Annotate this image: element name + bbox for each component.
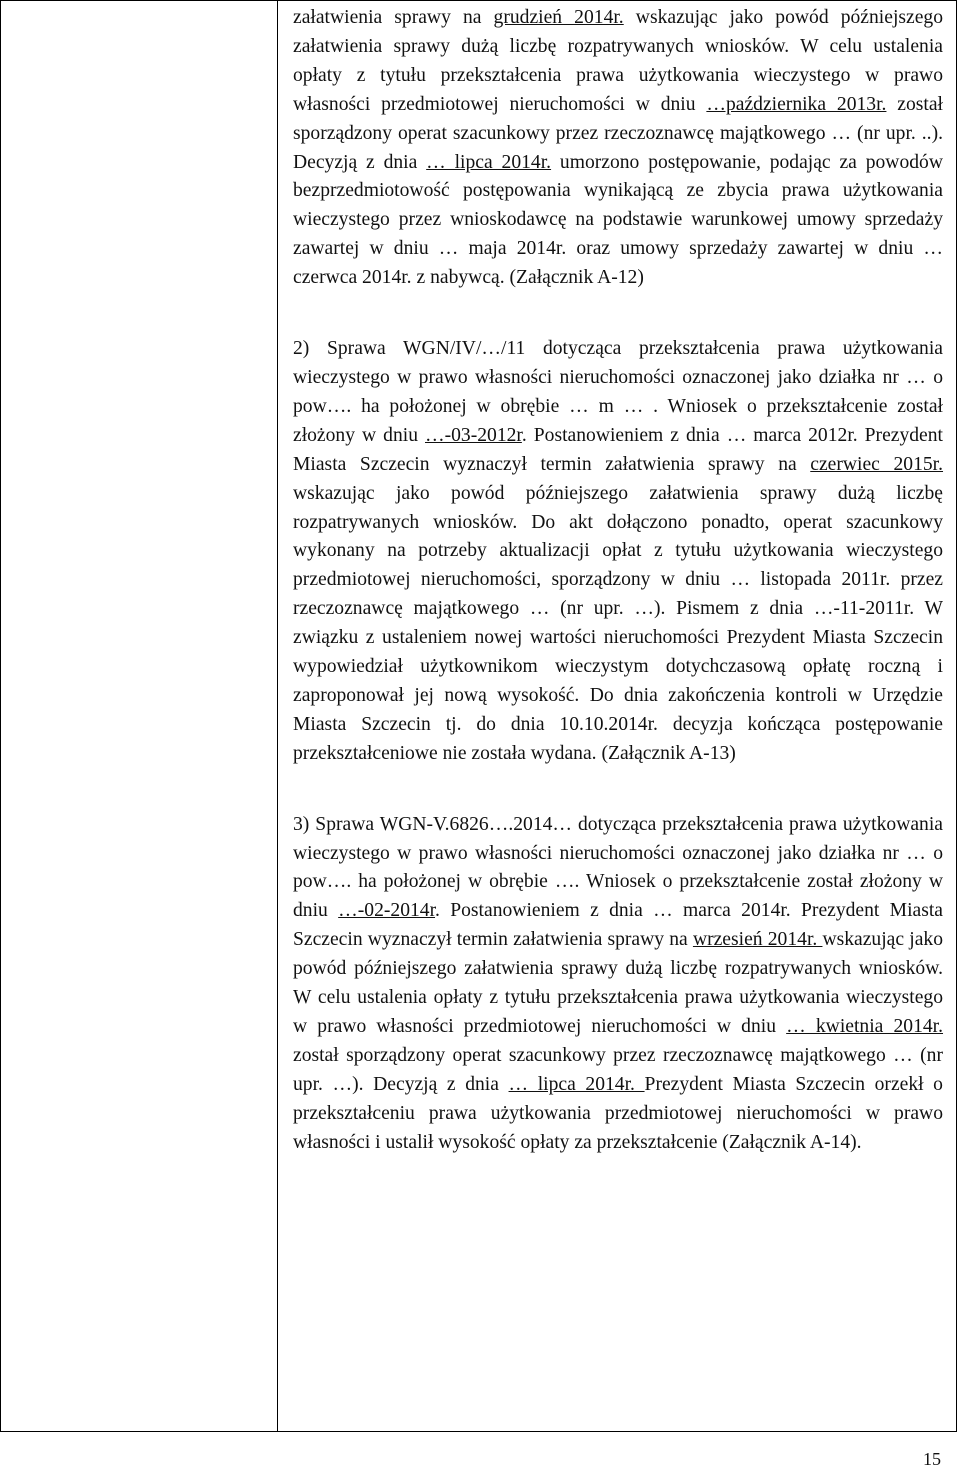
text-run: 2) Sprawa WGN/IV/…/11 dotycząca przekształcenia prawa użytkowania wieczystego w prawo własności nieruchomości oznaczonej jako działka nr … o pow…. ha położonej w obrębie … m … . Wniosek o przekształcenie został złożony w dniu	[293, 338, 943, 446]
paragraph-gap	[293, 769, 943, 811]
paragraph-case-3	[293, 811, 943, 1158]
paragraph-case-continuation	[293, 4, 943, 293]
table-right-column	[278, 1, 956, 1431]
text-run: został sporządzony operat szacunkowy przez rzeczoznawcę majątkowego … (nr upr. …). Decyzją z dnia	[293, 1044, 943, 1095]
underlined-text: … lipca 2014r.	[508, 1073, 645, 1095]
underlined-text: … kwietnia 2014r.	[786, 1016, 944, 1037]
text-run: wskazując jako powód późniejszego załatwienia sprawy dużą liczbę rozpatrywanych wniosków. W celu ustalenia opłaty z tytułu przekształcenia prawa użytkowania wieczystego w prawo własności przedmiotowej nieruchomości w dniu	[293, 7, 944, 115]
underlined-text: …października 2013r.	[706, 93, 887, 115]
paragraph-gap	[293, 293, 943, 335]
underlined-text: czerwiec 2015r.	[810, 453, 944, 475]
text-run: umorzono postępowanie, podając za powodów bezprzedmiotowość postępowania wynikającą ze zbycia prawa użytkowania wieczystego przez wnioskodawcę na podstawie warunkowej umowy sprzedaży zawartej w dniu … maja 2014r. oraz umowy sprzedaży zawartej w dniu …czerwca 2014r. z nabywcą. (Załącznik A-12)	[293, 151, 943, 289]
text-run: Prezydent Miasta Szczecin orzekł o przekształceniu prawa użytkowania przedmiotowej nieruchomości w prawo własności i ustalił wysokość opłaty za przekształcenie (Załącznik A-14).	[293, 1073, 943, 1153]
underlined-text: …-03-2012r	[425, 424, 522, 446]
underlined-text: … lipca 2014r.	[426, 151, 552, 173]
underlined-text: grudzień 2014r.	[493, 7, 624, 28]
text-run: . Postanowieniem z dnia … marca 2012r. Prezydent Miasta Szczecin wyznaczył termin załatwienia sprawy na	[293, 424, 943, 475]
text-run: 3) Sprawa WGN-V.6826….2014… dotycząca przekształcenia prawa użytkowania wieczystego w prawo własności nieruchomości oznaczonej jako działka nr … o pow…. ha położonej w obrębie …. Wniosek o przekształcenie został złożony w dniu	[293, 813, 943, 922]
text-run: . Postanowieniem z dnia … marca 2014r. Prezydent Miasta Szczecin wyznaczył termin załatwienia sprawy na	[293, 900, 944, 951]
text-run: wskazując jako powód późniejszego załatwienia sprawy dużą liczbę rozpatrywanych wniosków. W celu ustalenia opłaty z tytułu przekształcenia prawa użytkowania wieczystego w prawo własności przedmiotowej nieruchomości w dniu	[293, 929, 943, 1037]
text-run: wskazując jako powód późniejszego załatwienia sprawy dużą liczbę rozpatrywanych wniosków. Do akt dołączono ponadto, operat szacunkowy wykonany na potrzeby aktualizacji opłat z tytułu użytkowania wieczystego przedmiotowej nieruchomości, sporządzony w dniu … listopada 2011r. przez rzeczoznawcę majątkowego … (nr upr. …). Pismem z dnia …-11-2011r. W związku z ustaleniem nowej wartości nieruchomości Prezydent Miasta Szczecin wypowiedział użytkownikom wieczystym dotychczasową opłatę roczną i zaproponował jej nową wysokość. Do dnia zakończenia kontroli w Urzędzie Miasta Szczecin tj. do dnia 10.10.2014r. decyzja kończąca postępowanie przekształceniowe nie została wydana. (Załącznik A-13)	[293, 482, 943, 764]
table-left-column	[1, 1, 278, 1431]
page-number: 15	[923, 1449, 941, 1469]
text-run: załatwienia sprawy na	[293, 7, 494, 28]
underlined-text: …-02-2014r	[338, 900, 436, 922]
underlined-text: wrzesień 2014r.	[692, 929, 823, 951]
text-run: został sporządzony operat szacunkowy przez rzeczoznawcę majątkowego … (nr upr. ..). Decyzją z dnia	[293, 93, 943, 173]
document-body	[293, 4, 943, 1158]
paragraph-case-2	[293, 335, 943, 769]
